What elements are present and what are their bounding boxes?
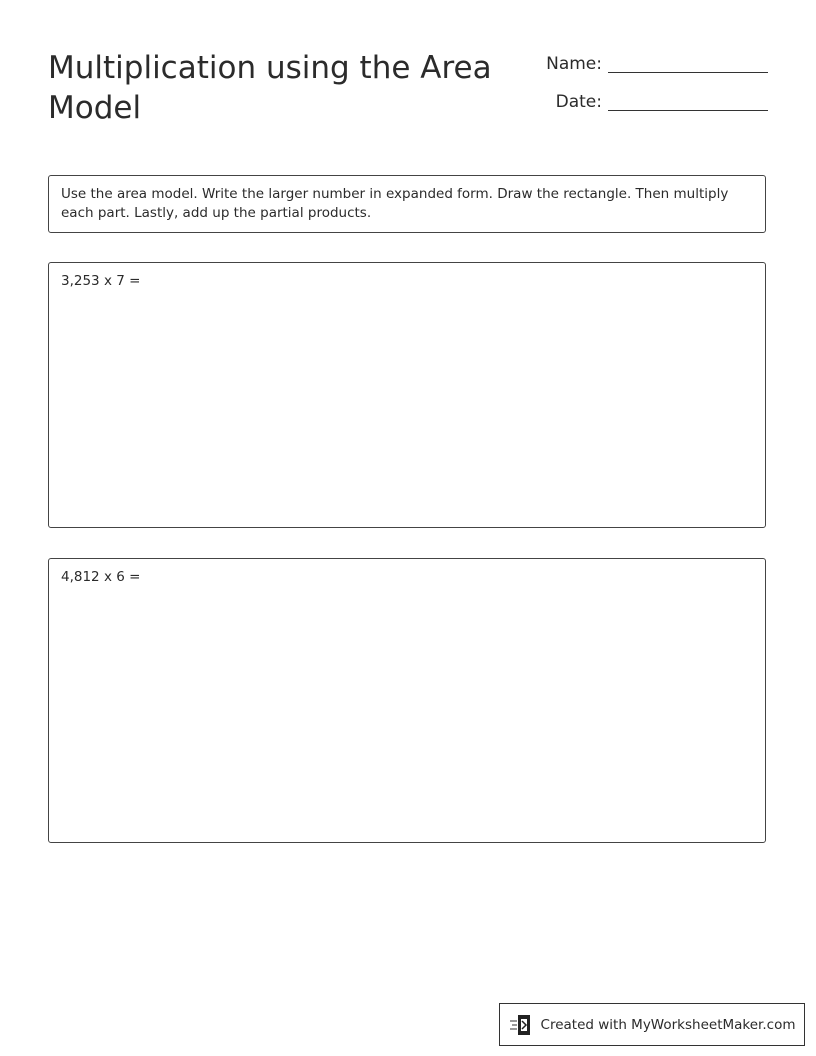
name-label: Name: (546, 54, 602, 74)
myworksheetmaker-logo-icon (509, 1013, 535, 1037)
name-field[interactable] (520, 52, 768, 76)
instructions-text: Use the area model. Write the larger number in expanded form. Draw the rectangle. Then multiply each part. Lastly, add up the partial products. (61, 186, 729, 221)
footer-text: Created with MyWorksheetMaker.com (540, 1016, 796, 1033)
date-label: Date: (555, 92, 602, 112)
date-field[interactable] (520, 90, 768, 114)
footer-badge (499, 1003, 805, 1046)
problem-box-2[interactable] (48, 558, 766, 843)
problem-box-1[interactable] (48, 262, 766, 528)
date-line[interactable] (608, 110, 768, 111)
problem-prompt-1: 3,253 x 7 = (61, 273, 141, 289)
name-line[interactable] (608, 72, 768, 73)
page-title: Multiplication using the Area Model (48, 50, 492, 126)
problem-prompt-2: 4,812 x 6 = (61, 569, 141, 585)
instructions-box (48, 175, 766, 233)
